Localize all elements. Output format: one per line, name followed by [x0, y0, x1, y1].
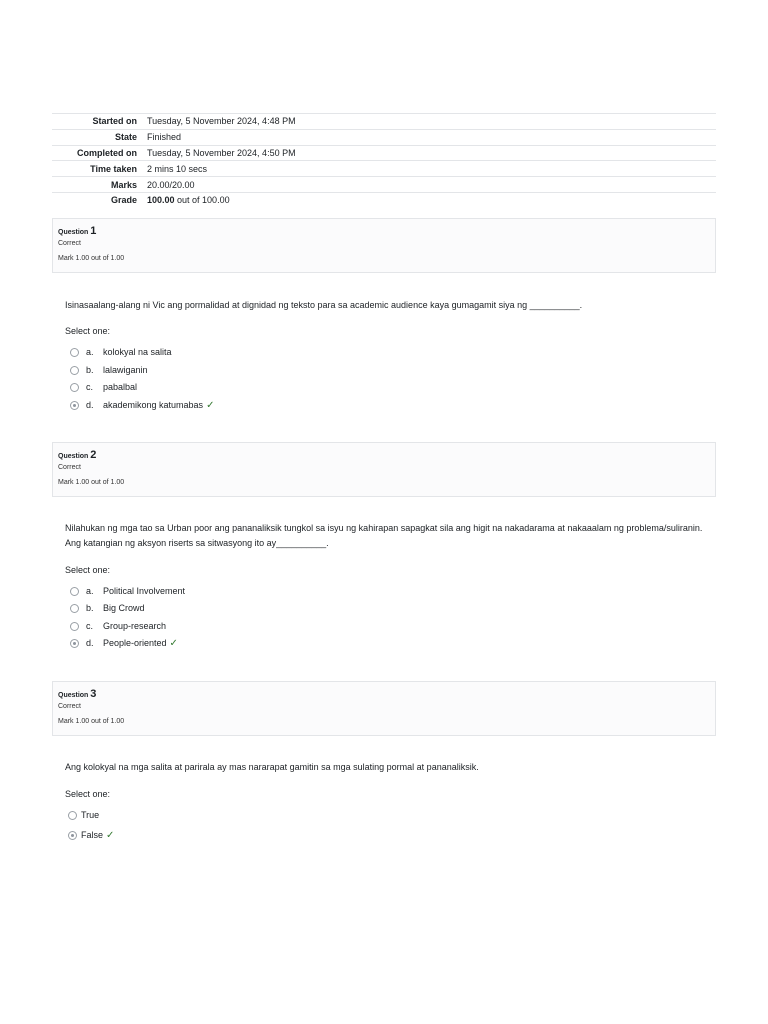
- question-grade: Mark 1.00 out of 1.00: [58, 718, 125, 725]
- option-letter: a.: [86, 347, 94, 357]
- summary-label: Marks: [110, 179, 137, 190]
- question-info-2: [52, 442, 716, 497]
- select-prompt: Select one:: [65, 565, 111, 575]
- option-text: Big Crowd: [103, 603, 145, 613]
- option-letter: a.: [86, 586, 94, 596]
- option-letter: c.: [86, 382, 94, 392]
- grade-out-of: out of 100.00: [174, 195, 230, 206]
- summary-label: Time taken: [90, 163, 137, 174]
- summary-row-completed: [52, 145, 716, 161]
- check-icon: ✓: [106, 829, 115, 841]
- option-letter: b.: [86, 603, 94, 613]
- radio-button[interactable]: [68, 811, 77, 820]
- radio-button[interactable]: [70, 604, 79, 613]
- summary-label: Started on: [92, 116, 137, 127]
- radio-button-selected[interactable]: [68, 831, 77, 840]
- question-text: Nilahukan ng mga tao sa Urban poor ang pananaliksik tungkol sa isyu ng kahirapan sapagkat sila ang higit na nakadarama at nakaaalam ng problema/suliranin. Ang katangian ng aksyon riserts sa sitwasyong ito ay__________.: [65, 523, 703, 548]
- summary-value: Tuesday, 5 November 2024, 4:48 PM: [147, 116, 296, 127]
- option-letter: c.: [86, 621, 94, 631]
- question-text: Ang kolokyal na mga salita at parirala ay mas nararapat gamitin sa mga sulating pormal at pananaliksik.: [65, 762, 479, 772]
- radio-button[interactable]: [70, 622, 79, 631]
- summary-label: Completed on: [77, 147, 137, 158]
- summary-value: [147, 195, 716, 205]
- question-label: Question: [58, 453, 89, 460]
- question-num: 1: [90, 225, 97, 237]
- question-number: [58, 449, 710, 461]
- option-text: People-oriented: [103, 638, 167, 648]
- answer-option-selected[interactable]: [70, 636, 178, 650]
- question-info-1: [52, 218, 716, 273]
- summary-label: Grade: [110, 195, 137, 206]
- option-text: pabalbal: [103, 382, 138, 392]
- option-text: akademikong katumabas: [103, 400, 204, 410]
- question-state: Correct: [58, 703, 81, 710]
- question-grade: Mark 1.00 out of 1.00: [58, 255, 125, 262]
- quiz-summary-table: [52, 113, 716, 208]
- answer-option[interactable]: [70, 584, 185, 598]
- question-state: Correct: [58, 240, 81, 247]
- question-number: [58, 688, 710, 700]
- answer-option[interactable]: [70, 363, 148, 377]
- answer-option-false[interactable]: [68, 828, 114, 842]
- option-text: True: [81, 810, 100, 820]
- question-text: Isinasaalang-alang ni Vic ang pormalidad at dignidad ng teksto para sa academic audience kaya gumagamit siya ng __________.: [65, 300, 583, 310]
- question-info-3: [52, 681, 716, 736]
- summary-row-marks: [52, 176, 716, 192]
- summary-row-state: [52, 129, 716, 145]
- select-prompt: Select one:: [65, 789, 111, 799]
- check-icon: ✓: [169, 637, 178, 649]
- option-text: Group-research: [103, 621, 167, 631]
- question-state: Correct: [58, 464, 81, 471]
- summary-row-time-taken: [52, 160, 716, 176]
- radio-button-selected[interactable]: [70, 401, 79, 410]
- check-icon: ✓: [206, 399, 215, 411]
- radio-button-selected[interactable]: [70, 639, 79, 648]
- summary-label: State: [114, 132, 137, 143]
- summary-row-grade: [52, 192, 716, 208]
- summary-value: Finished: [147, 132, 182, 143]
- answer-option-selected[interactable]: [70, 398, 214, 412]
- summary-value: 2 mins 10 secs: [147, 163, 208, 174]
- answer-option-true[interactable]: [68, 808, 99, 822]
- option-text: Political Involvement: [103, 586, 186, 596]
- radio-button[interactable]: [70, 366, 79, 375]
- question-num: 3: [90, 688, 97, 700]
- option-text: kolokyal na salita: [103, 347, 172, 357]
- option-text: lalawiganin: [103, 365, 148, 375]
- option-letter: b.: [86, 365, 94, 375]
- question-label: Question: [58, 692, 89, 699]
- select-prompt: Select one:: [65, 326, 111, 336]
- radio-button[interactable]: [70, 383, 79, 392]
- radio-button[interactable]: [70, 587, 79, 596]
- option-letter: d.: [86, 400, 94, 410]
- radio-button[interactable]: [70, 348, 79, 357]
- question-number: [58, 225, 710, 237]
- question-grade: Mark 1.00 out of 1.00: [58, 479, 125, 486]
- option-letter: d.: [86, 638, 94, 648]
- answer-option[interactable]: [70, 345, 172, 359]
- option-text: False: [81, 830, 104, 840]
- grade-score: 100.00: [147, 195, 175, 206]
- question-num: 2: [90, 449, 97, 461]
- answer-option[interactable]: [70, 619, 166, 633]
- answer-option[interactable]: [70, 601, 145, 615]
- summary-value: 20.00/20.00: [147, 179, 195, 190]
- summary-row-started: [52, 113, 716, 129]
- answer-option[interactable]: [70, 380, 137, 394]
- summary-value: Tuesday, 5 November 2024, 4:50 PM: [147, 147, 296, 158]
- question-label: Question: [58, 229, 89, 236]
